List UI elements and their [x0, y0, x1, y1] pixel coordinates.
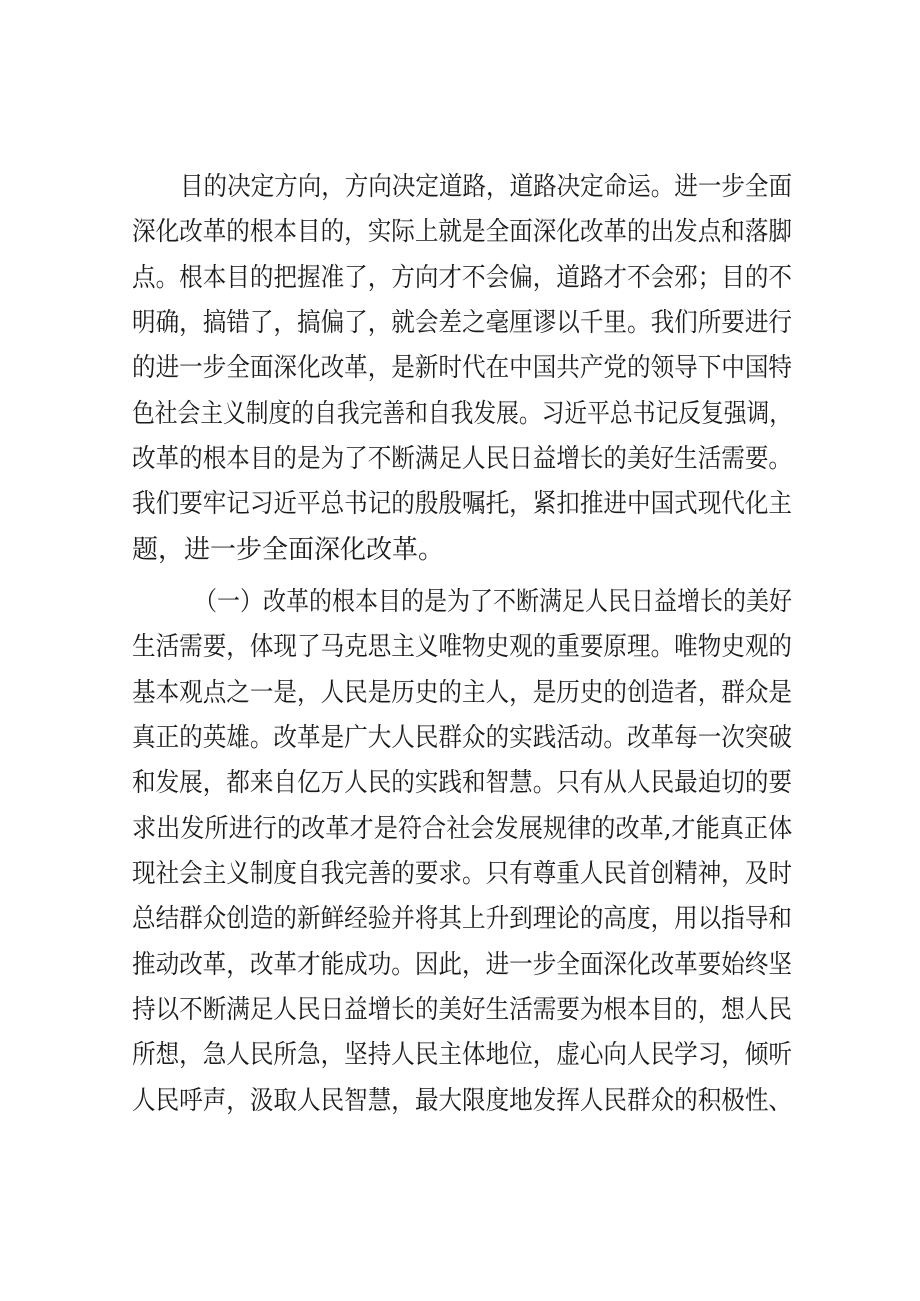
paragraph-line: 深化改革的根本目的，实际上就是全面深化改革的出发点和落脚: [132, 217, 793, 247]
paragraph-line: 色社会主义制度的自我完善和自我发展。习近平总书记反复强调，: [132, 399, 793, 429]
paragraph-line: 改革的根本目的是为了不断满足人民日益增长的美好生活需要。: [132, 444, 793, 474]
paragraph-line: 人民呼声，汲取人民智慧，最大限度地发挥人民群众的积极性、: [132, 1086, 793, 1116]
paragraph-line: 生活需要，体现了马克思主义唯物史观的重要原理。唯物史观的: [132, 632, 793, 662]
paragraph-line: 总结群众创造的新鲜经验并将其上升到理论的高度，用以指导和: [132, 904, 793, 934]
paragraph-line: 现社会主义制度自我完善的要求。只有尊重人民首创精神，及时: [132, 859, 793, 889]
paragraph-line: 推动改革，改革才能成功。因此，进一步全面深化改革要始终坚: [132, 950, 793, 980]
paragraph-line: 点。根本目的把握准了，方向才不会偏，道路才不会邪；目的不: [132, 263, 793, 293]
paragraph-line: 目的决定方向，方向决定道路，道路决定命运。进一步全面: [180, 172, 793, 202]
paragraph-line: 和发展，都来自亿万人民的实践和智慧。只有从人民最迫切的要: [132, 768, 793, 798]
paragraph-line: 持以不断满足人民日益增长的美好生活需要为根本目的，想人民: [132, 995, 793, 1025]
paragraph-line: 真正的英雄。改革是广大人民群众的实践活动。改革每一次突破: [132, 723, 793, 753]
paragraph-line: （一）改革的根本目的是为了不断满足人民日益增长的美好: [194, 587, 793, 617]
paragraph-line: 题，进一步全面深化改革。: [132, 535, 445, 565]
paragraph-line: 我们要牢记习近平总书记的殷殷嘱托，紧扣推进中国式现代化主: [132, 489, 793, 519]
paragraph-line: 明确，搞错了，搞偏了，就会差之毫厘谬以千里。我们所要进行: [132, 308, 793, 338]
paragraph-line: 求出发所进行的改革才是符合社会发展规律的改革,才能真正体: [132, 814, 793, 844]
paragraph-line: 所想，急人民所急，坚持人民主体地位，虚心向人民学习，倾听: [132, 1040, 793, 1070]
paragraph-line: 基本观点之一是，人民是历史的主人，是历史的创造者，群众是: [132, 678, 793, 708]
paragraph-line: 的进一步全面深化改革，是新时代在中国共产党的领导下中国特: [132, 353, 793, 383]
